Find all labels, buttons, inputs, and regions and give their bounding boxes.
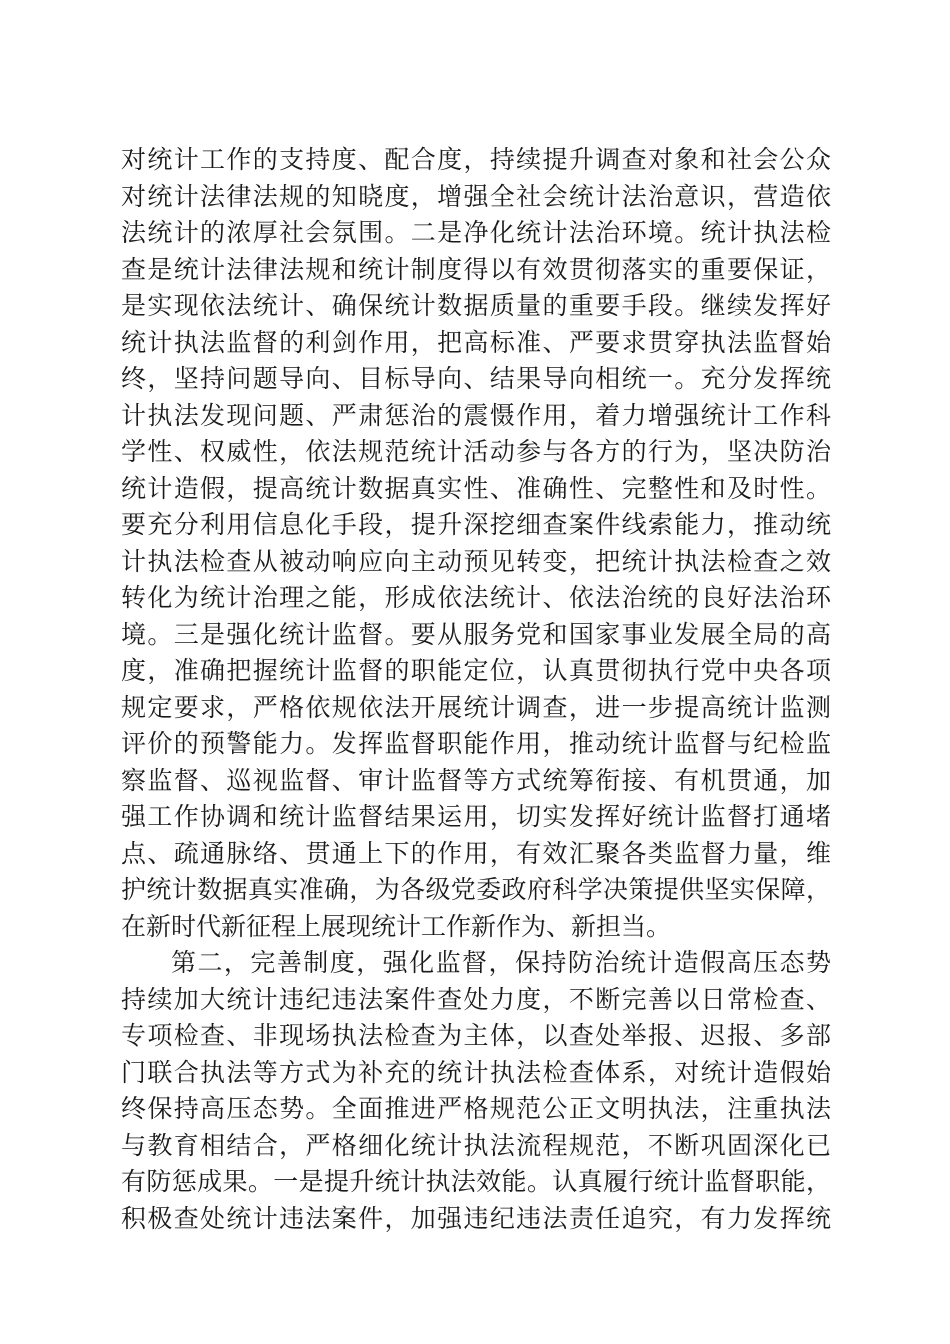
text-line: 专项检查、非现场执法检查为主体，以查处举报、迟报、多部 <box>121 1021 831 1050</box>
text-line: 强工作协调和统计监督结果运用，切实发挥好统计监督打通堵 <box>121 802 831 831</box>
text-line: 察监督、巡视监督、审计监督等方式统筹衔接、有机贯通，加 <box>121 765 831 795</box>
text-line: 查是统计法律法规和统计制度得以有效贯彻落实的重要保证， <box>121 254 831 284</box>
section-heading-line: 第二，完善制度，强化监督，保持防治统计造假高压态势 <box>171 948 831 977</box>
text-line: 学性、权威性，依法规范统计活动参与各方的行为，坚决防治 <box>121 437 831 466</box>
text-line: 统计造假，提高统计数据真实性、准确性、完整性和及时性。 <box>121 473 831 503</box>
text-line: 积极查处统计违法案件，加强违纪违法责任追究，有力发挥统 <box>121 1203 831 1233</box>
text-line: 要充分利用信息化手段，提升深挖细查案件线索能力，推动统 <box>121 510 831 539</box>
text-line: 与教育相结合，严格细化统计执法流程规范，不断巩固深化已 <box>121 1130 831 1160</box>
text-line: 终保持高压态势。全面推进严格规范公正文明执法，注重执法 <box>121 1094 831 1123</box>
text-line: 护统计数据真实准确，为各级党委政府科学决策提供坚实保障， <box>121 875 831 904</box>
text-line: 转化为统计治理之能，形成依法统计、依法治统的良好法治环 <box>121 583 831 612</box>
text-line: 计执法检查从被动响应向主动预见转变，把统计执法检查之效 <box>121 546 831 576</box>
text-line: 在新时代新征程上展现统计工作新作为、新担当。 <box>121 911 672 941</box>
text-line: 是实现依法统计、确保统计数据质量的重要手段。继续发挥好 <box>121 291 831 320</box>
text-line: 规定要求，严格依规依法开展统计调查，进一步提高统计监测 <box>121 692 831 722</box>
text-line: 点、疏通脉络、贯通上下的作用，有效汇聚各类监督力量，维 <box>121 838 831 868</box>
text-line: 门联合执法等方式为补充的统计执法检查体系，对统计造假始 <box>121 1057 831 1087</box>
document-body <box>121 142 831 1237</box>
text-line: 终，坚持问题导向、目标导向、结果导向相统一。充分发挥统 <box>121 364 831 393</box>
text-line: 度，准确把握统计监督的职能定位，认真贯彻执行党中央各项 <box>121 656 831 685</box>
text-line: 有防惩成果。一是提升统计执法效能。认真履行统计监督职能， <box>121 1167 831 1196</box>
text-line: 统计执法监督的利剑作用，把高标准、严要求贯穿执法监督始 <box>121 327 831 357</box>
text-line: 法统计的浓厚社会氛围。二是净化统计法治环境。统计执法检 <box>121 218 831 247</box>
paragraph-2 <box>121 945 831 1237</box>
text-line: 境。三是强化统计监督。要从服务党和国家事业发展全局的高 <box>121 619 831 649</box>
text-line: 评价的预警能力。发挥监督职能作用，推动统计监督与纪检监 <box>121 729 831 758</box>
paragraph-1 <box>121 142 831 945</box>
text-line: 持续加大统计违纪违法案件查处力度，不断完善以日常检查、 <box>121 984 831 1014</box>
text-line: 对统计法律法规的知晓度，增强全社会统计法治意识，营造依 <box>121 181 831 211</box>
text-line: 计执法发现问题、严肃惩治的震慑作用，着力增强统计工作科 <box>121 400 831 430</box>
text-line: 对统计工作的支持度、配合度，持续提升调查对象和社会公众 <box>121 145 831 174</box>
